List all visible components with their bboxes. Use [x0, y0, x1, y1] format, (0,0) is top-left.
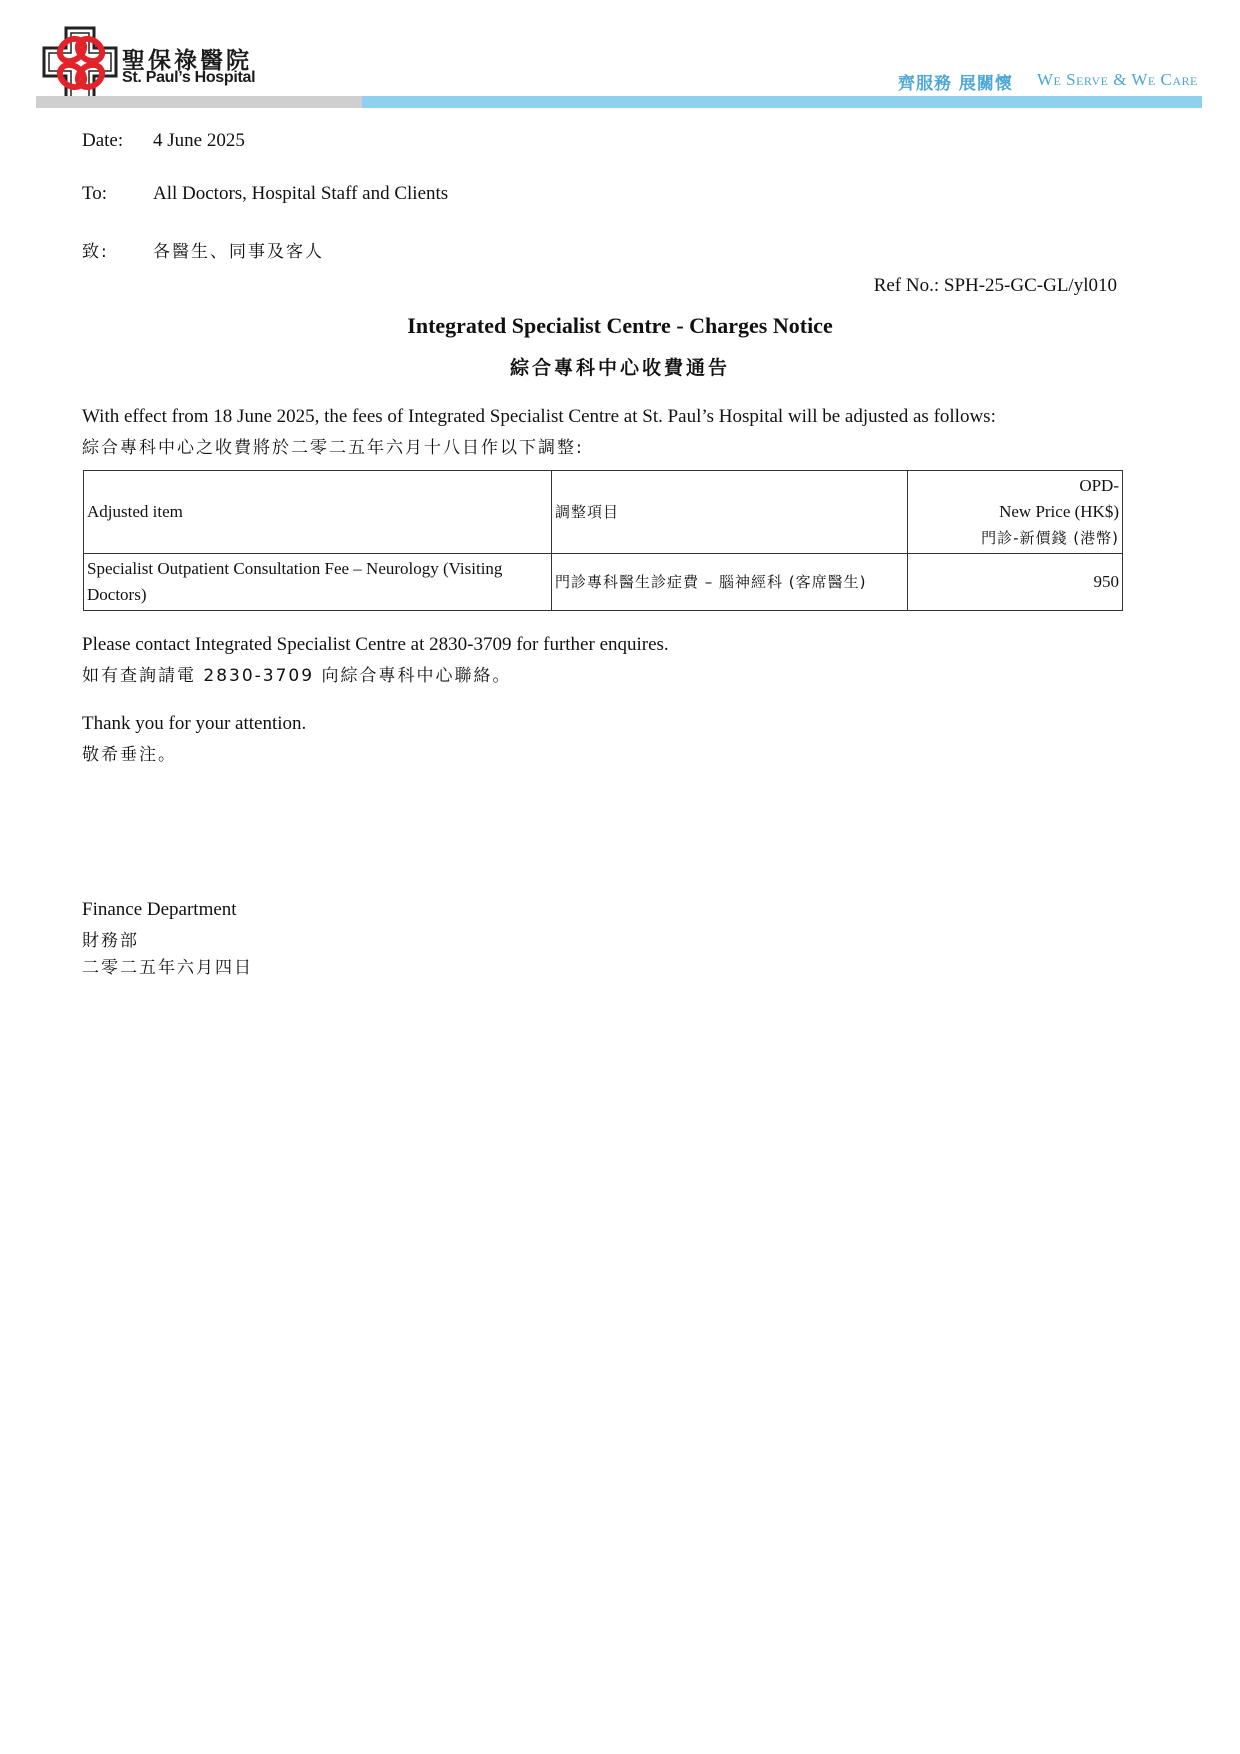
to-zh-label: 致: [82, 242, 109, 262]
date-value: 4 June 2025 [153, 130, 245, 151]
table-header-row [84, 471, 1123, 554]
motto-chinese: 齊服務 展關懷 [898, 74, 1013, 94]
header-price-zh: 門診-新價錢 (港幣) [981, 529, 1119, 547]
signature-department-zh: 財務部 [82, 931, 139, 951]
row-item-zh: 門診專科醫生診症費 – 腦神經科 (客席醫生) [552, 554, 908, 611]
row-price: 950 [908, 554, 1123, 611]
header-band-grey [36, 96, 362, 108]
header-price-line2: New Price (HK$) [999, 502, 1119, 521]
header-price-line1: OPD- [1079, 476, 1119, 495]
contact-text: Please contact Integrated Specialist Centre at 2830-3709 for further enquires. [82, 634, 669, 655]
intro-text: With effect from 18 June 2025, the fees of Integrated Specialist Centre at St. Paul’s Hospital will be adjusted as follows: [82, 406, 996, 427]
logo-english-name: St. Paul’s Hospital [122, 69, 256, 86]
header-new-price [908, 471, 1123, 554]
intro-text-zh: 綜合專科中心之收費將於二零二五年六月十八日作以下調整: [82, 438, 584, 458]
row-item: Specialist Outpatient Consultation Fee – Neurology (Visiting Doctors) [84, 554, 552, 611]
date-label: Date: [82, 130, 124, 151]
header-adjusted-item-zh: 調整項目 [552, 471, 908, 554]
to-zh-value: 各醫生、同事及客人 [153, 242, 324, 262]
signature-department: Finance Department [82, 899, 237, 920]
motto-english: We Serve & We Care [1037, 70, 1198, 89]
header-band-blue [362, 96, 1202, 108]
charges-table [83, 470, 1123, 611]
thanks-text: Thank you for your attention. [82, 713, 307, 734]
thanks-text-zh: 敬希垂注。 [82, 745, 177, 765]
reference-number: Ref No.: SPH-25-GC-GL/yl010 [873, 275, 1117, 296]
header-adjusted-item: Adjusted item [84, 471, 552, 554]
to-value: All Doctors, Hospital Staff and Clients [153, 183, 449, 204]
contact-text-zh: 如有查詢請電 2830-3709 向綜合專科中心聯絡。 [82, 666, 512, 686]
notice-title: Integrated Specialist Centre - Charges Notice [407, 313, 833, 338]
signature-date-zh: 二零二五年六月四日 [82, 958, 253, 978]
table-row [84, 554, 1123, 611]
notice-title-zh: 綜合專科中心收費通告 [509, 357, 730, 379]
to-label: To: [82, 183, 108, 204]
logo-chinese-name: 聖保祿醫院 [122, 48, 252, 74]
